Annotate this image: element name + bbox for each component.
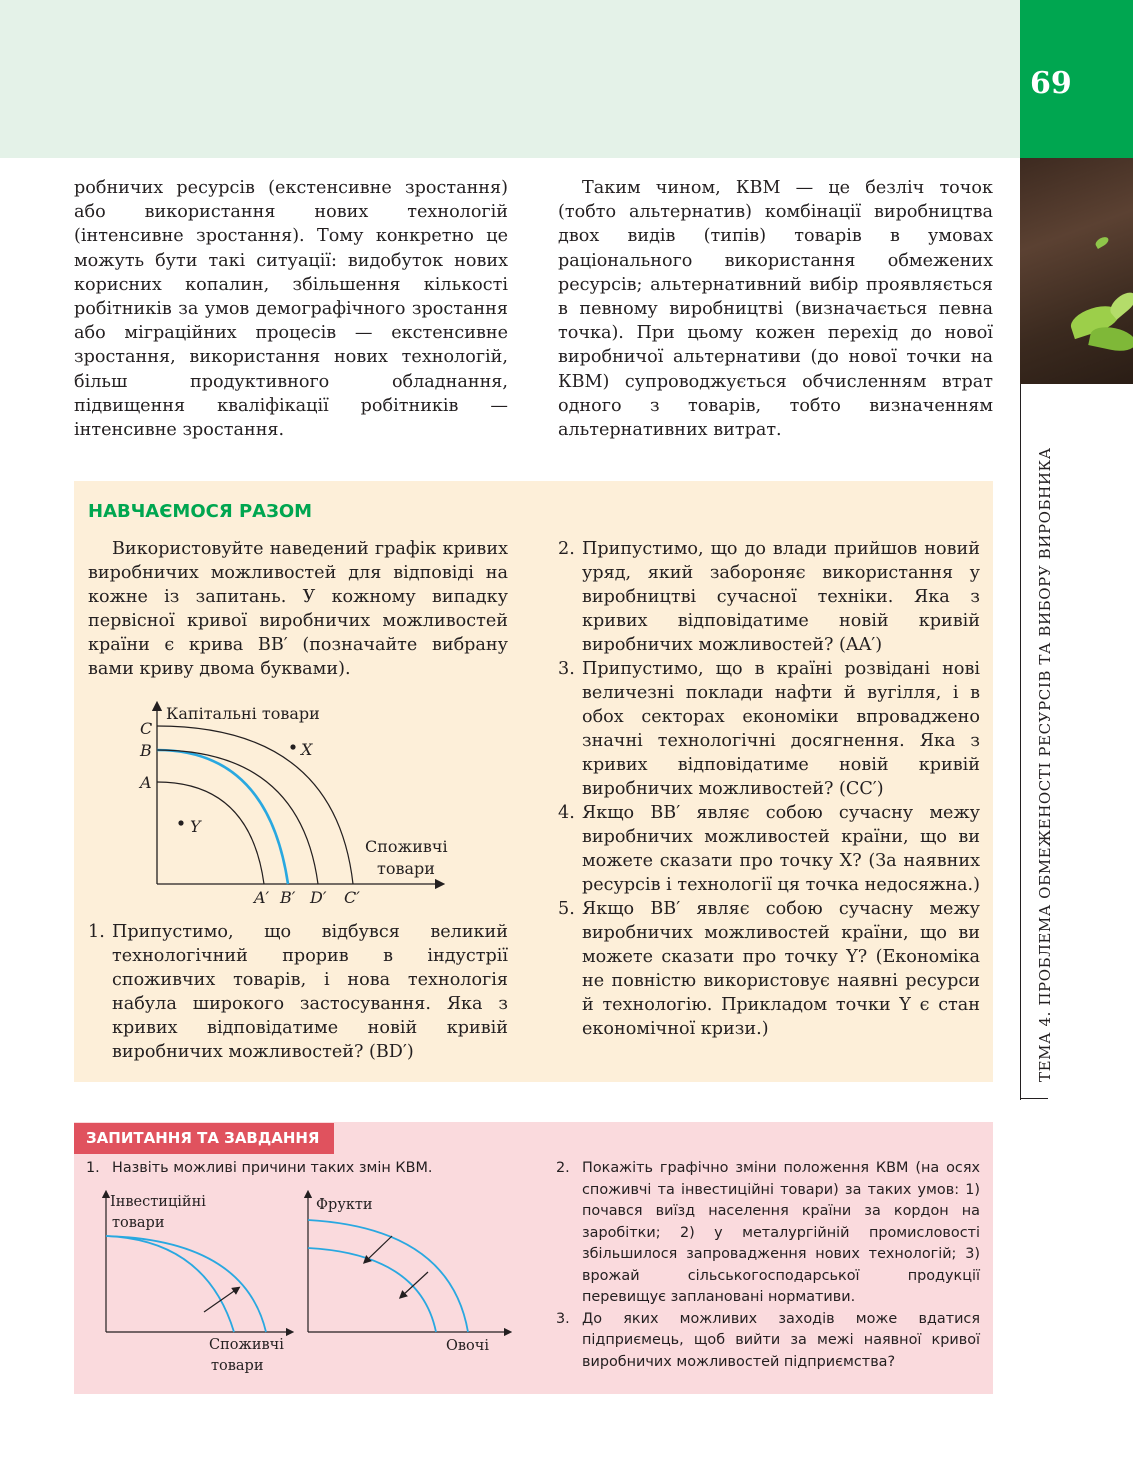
learn-item-5: 5. Якщо BB′ являє собою сучасну межу виробничих можливостей країни, що ви можете сказати про точку Y? (Економіка не повністю використовує наявні ресурси й технологію. Прикладом точки Y є стан економічної кризи.) (558, 899, 980, 1039)
shift-arrow-2 (402, 1272, 428, 1296)
curve-aa (157, 782, 264, 884)
curve-bd (157, 750, 318, 884)
side-rule (1020, 384, 1021, 1100)
x-axis-label: Овочі (446, 1338, 490, 1354)
side-rule-foot (1020, 1098, 1048, 1099)
x-tick-d-prime: D′ (310, 888, 327, 907)
question-item-2: 2. Покажіть графічно зміни положення КВМ (на осях споживчі та інвестиційні товари) за таких умов: 1) почався виїзд населення країни за кордон на заробітки; 2) у металургійній промисловості збільшилося запровадження нових технологій; 3) врожай сільськогосподарської продукції перевищує заплановані нормативи. (556, 1160, 980, 1305)
x-tick-a-prime: A′ (254, 888, 270, 907)
x-tick-c-prime: C′ (344, 888, 360, 907)
curve-bb (157, 750, 288, 884)
point-x-marker (290, 744, 295, 749)
learn-list-right (558, 537, 980, 1041)
shift-chart-fruits (300, 1188, 515, 1378)
point-x-label: X (301, 740, 313, 759)
learn-intro-paragraph: Використовуйте наведений графік кривих виробничих можливостей для відповіді на кожне із запитань. У кожному випадку первісної кривої виробничих можливостей країни є крива BB′ (позначайте вибрану вами криву двома буквами). (88, 539, 508, 679)
shift-chart-investment (96, 1188, 296, 1378)
y-tick-a: A (140, 773, 152, 792)
curve-outer (106, 1236, 266, 1332)
y-axis-label: Капітальні товари (166, 704, 320, 723)
question-item-3: 3. До яких можливих заходів може вдатися підприємець, щоб вийти за межі наявної кривої виробничих можливостей підприємства? (556, 1310, 980, 1370)
question-item-1: 1. Назвіть можливі причини таких змін КВМ. (86, 1160, 433, 1176)
shift-arrow-1 (366, 1236, 392, 1261)
curve-outer (308, 1220, 468, 1332)
learn-item-3: 3. Припустимо, що в країні розвідані нові величезні поклади нафти й вугілля, і в обох секторах економіки впроваджено значні технологічні досягнення. Яка з кривих відповідатиме новій кривій виробничих можливостей? (CC′) (558, 659, 980, 799)
point-y-marker (178, 820, 183, 825)
x-axis-label-line1: Споживчі (209, 1337, 284, 1353)
x-axis-label-line2: товари (377, 859, 435, 878)
x-axis-label-line1: Споживчі (365, 837, 448, 856)
chapter-title: ТЕМА 4. ПРОБЛЕМА ОБМЕЖЕНОСТІ РЕСУРСІВ ТА ВИБОРУ ВИРОБНИКА (1036, 447, 1054, 1082)
y-axis-label: Фрукти (316, 1197, 373, 1213)
point-y-label: Y (190, 817, 201, 836)
curve-inner (106, 1236, 234, 1332)
y-axis-label-line1: Інвестиційні (110, 1194, 206, 1210)
learn-item-2: 2. Припустимо, що до влади прийшов новий уряд, який забороняє використання у виробництві сучасної техніки. Яка з кривих відповідатиме новій кривій виробничих можливостей? (AA′) (558, 539, 980, 655)
learn-item-4: 4. Якщо BB′ являє собою сучасну межу виробничих можливостей країни, що ви можете сказати про точку X? (За наявних ресурсів і технології ця точка недосяжна.) (558, 803, 980, 895)
questions-list-right (556, 1158, 980, 1373)
page-number: 69 (1030, 66, 1072, 101)
y-tick-b: B (140, 741, 152, 760)
learn-together-title: НАВЧАЄМОСЯ РАЗОМ (88, 501, 313, 522)
intro-left-paragraph: робничих ресурсів (екстенсивне зростання) або використання нових технологій (інтенсивне зростання). Тому конкретно це можуть бути такі ситуації: видобуток нових корисних копалин, збільшення кількості робітників за умов демографічного зростання або міграційних процесів — екстенсивне зростання, використання нових технологій, більш продуктивного обладнання, підвищення кваліфікації робітників — інтенсивне зростання. (74, 178, 508, 441)
header-band (0, 0, 1020, 158)
learn-item-1: 1. Припустимо, що відбувся великий технологічний прорив в індустрії споживчих товарів, і нова технологія набула широкого застосування. Яка з кривих відповідатиме новій кривій виробничих можливостей? (BD′) (88, 922, 508, 1062)
curve-cc (157, 726, 353, 884)
questions-title: ЗАПИТАННЯ ТА ЗАВДАННЯ (74, 1123, 334, 1154)
shift-arrow (204, 1289, 237, 1312)
curve-inner (308, 1248, 436, 1332)
x-tick-b-prime: B′ (280, 888, 296, 907)
ppf-chart (120, 700, 460, 910)
learn-list-left (88, 920, 508, 1064)
y-axis-label-line2: товари (112, 1215, 165, 1231)
x-axis-label-line2: товари (211, 1358, 264, 1374)
questions-list-left (86, 1158, 506, 1180)
intro-right-paragraph: Таким чином, КВМ — це безліч точок (тобто альтернатив) комбінації виробництва двох видів (типів) товарів в умовах раціонального використання обмежених ресурсів; альтернативний вибір проявляється в певному виробництві (визначається певна точка). При цьому кожен перехід до нової виробничої альтернативи (до нової точки на КВМ) супроводжується обчисленням втрат одного з товарів, тобто визначенням альтернативних витрат. (558, 178, 993, 441)
y-tick-c: C (140, 719, 153, 738)
soil-sprout-photo (1020, 158, 1133, 384)
